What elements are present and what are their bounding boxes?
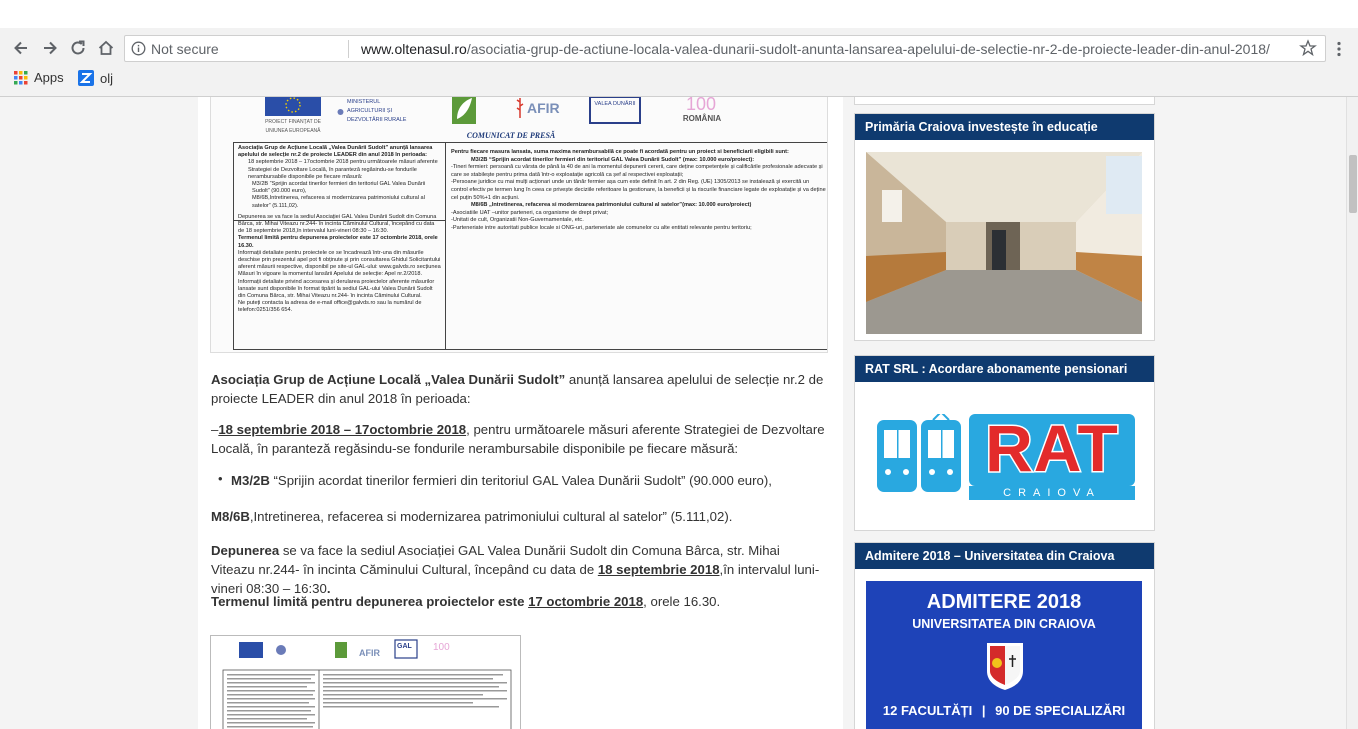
address-bar[interactable]: [124, 35, 1326, 62]
admitere-banner-title: ADMITERE 2018: [926, 591, 1082, 613]
rat-logo-sub: CRAIOVA: [969, 486, 1135, 500]
afir-logo: AFIR: [515, 97, 579, 120]
press-thumbnail-image: [211, 636, 521, 729]
reload-icon: [69, 39, 87, 57]
press-m32b: M3/2B “Sprijin acordat tinerilor fermieri din teritoriul GAL Valea Dunării Sudolt” (90.000 euro),: [252, 181, 426, 195]
centenar-icon: [682, 97, 722, 112]
tab-strip: [0, 0, 1358, 28]
z-favicon-icon: [78, 70, 94, 86]
press-divider: [234, 220, 446, 221]
bookmark-apps-label: Apps: [34, 70, 64, 85]
eu-logo: PROIECT FINANȚAT DE UNIUNEA EUROPEANĂ: [265, 97, 321, 136]
sidebar-previous-box: [854, 97, 1155, 105]
press-m86b: M8/6B,Intretinerea, refacerea si modernizarea patrimoniului cultural al satelor” (5.111,02).: [252, 195, 425, 209]
article-paragraph-2: –18 septembrie 2018 – 17octombrie 2018, pentru următoarele măsuri aferente Strategiei de Dezvoltare Locală, în paranteză regăsindu-se fondurile nerambursabile disponibile pe fiecare măsură:: [211, 422, 825, 456]
press-col2-head: Pentru fiecare masura lansata, suma maxima nerambursabilă ce poate fi acordată pentru un proiect si beneficiarii eligibili sunt:: [451, 149, 789, 155]
press-col2-line2: -Persoane juridice cu mai mulți acționari unde un tânăr fermier așa cum este definit în art. 2 din Reg. (UE) 1305/2013 se instalează și exercită un control efectiv pe termen lung în ceea ce privește deciziile referitoare la gestionare, la beneficii și la riscurile financiare legate de exploatație și va deține cel puțin 50%+1 din acțiuni.: [451, 179, 826, 201]
press-col2-line1: -Tineri fermieri: persoană cu vârsta de până la 40 de ani la momentul depunerii cererii, care deține competențele și calificările profesionale adecvate și care se stabilește pentru prima dată într-o exploatație agricolă ca șef al respectivei exploatații;: [451, 164, 823, 178]
home-button[interactable]: [93, 35, 119, 61]
press-col-left: [234, 143, 446, 349]
reload-button[interactable]: [65, 35, 91, 61]
admitere-banner-sub: UNIVERSITATEA DIN CRAIOVA: [912, 617, 1096, 631]
article-paragraph-1: Asociația Grup de Acțiune Locală „Valea Dunării Sudolt” anunță lansarea apelului de selecție nr.2 de proiecte LEADER din anul 2018 în perioada:: [211, 372, 824, 406]
browser-toolbar: [0, 33, 1358, 63]
romania-100-logo: 100 ROMÂNIA: [667, 97, 737, 123]
ministry-crest-icon: [337, 105, 344, 119]
gal-logo: VALEA DUNĂRII: [589, 97, 641, 124]
admitere-separator: |: [981, 703, 986, 718]
scrollbar-thumb[interactable]: [1349, 155, 1357, 213]
bookmark-apps[interactable]: [14, 70, 64, 85]
press-depunere: Depunerea se va face la sediul Asociației GAL Valea Dunării Sudolt din Comuna Bârca, str. Mihai Viteazu nr.244- în incinta Căminului Cultural, începând cu data de 18 septembrie 2018,în intervalul luni-vineri 08:30 – 16:30.: [238, 213, 437, 235]
press-release-thumbnail[interactable]: [210, 635, 521, 729]
svg-text:GAL: GAL: [397, 643, 412, 650]
bullet-dot: •: [218, 471, 223, 486]
svg-text:AFIR: AFIR: [359, 648, 380, 658]
rat-logo[interactable]: [875, 411, 1135, 500]
svg-text:100: 100: [433, 642, 450, 653]
press-contact: Ne puteți contacta la adresa de e-mail office@galvds.ro sau la numărul de telefon:0251/356 654.: [238, 300, 422, 314]
press-termen: Termenul limită pentru depunerea proiectelor este 17 octombrie 2018, orele 16.30.: [238, 235, 438, 249]
afir-wheat-icon: [515, 97, 525, 120]
press-col-right: [447, 143, 828, 349]
forward-button[interactable]: [37, 35, 63, 61]
url-text[interactable]: [361, 41, 1270, 57]
sidebar-box-primaria-title[interactable]: Primăria Craiova investește în educație: [855, 114, 1154, 140]
url-domain: www.oltenasul.ro: [361, 41, 467, 57]
admitere-facultati: 12 FACULTĂȚI: [882, 703, 973, 718]
press-col2-m86b: M8/6B „Intretinerea, refacerea si modernizarea patrimoniului cultural al satelor”(max: 10.000 euro/proiect): [471, 202, 752, 209]
press-info: Informații detaliate pentru proiectele ce se încadrează într-una din măsurile deschise prin prezentul apel pot fi obținute și prin consultarea Ghidul Solicitantului aferent măsurii respective, disponibil pe site-ul GAL-ului: www.galvds.ro secțiunea Măsuri în vigoare la momentul lansării Apelului de selecție: Apel nr.2/2018.: [238, 249, 441, 278]
sidebar-box-primaria: [854, 113, 1155, 341]
admitere-specializari: 90 DE SPECIALIZĂRI: [995, 703, 1126, 718]
rat-logo-text: RAT: [985, 411, 1119, 485]
svg-text:100: 100: [686, 97, 717, 112]
info-icon[interactable]: [131, 41, 146, 56]
home-icon: [97, 39, 115, 57]
bookmark-star-icon[interactable]: [1299, 39, 1317, 57]
url-path: /asociatia-grup-de-actiune-locala-valea-dunarii-sudolt-anunta-lansarea-apelului-de-selectie-nr-2-de-proiecte-leader-din-anul-2018/: [466, 41, 1270, 57]
admitere-banner[interactable]: [866, 581, 1142, 729]
omnibox-divider: [348, 40, 349, 58]
press-release-image[interactable]: [210, 97, 828, 353]
university-crest-icon: [985, 641, 1025, 691]
press-info2: Informații detaliate privind accesarea și derularea proiectelor aferente măsurilor lansate sunt disponibile în format tipărit la sediul GAL-ului Valea Dunării Sudolt din Comuna Bârca, str. Mihai Viteazu nr.244- în incinta Căminului Cultural.: [238, 278, 435, 300]
press-logos: [211, 97, 828, 134]
press-col2-line3: -Asociatiile UAT –unitor parteneri, ca organisme de drept privat;: [451, 209, 609, 216]
press-table: [233, 142, 828, 350]
bookmarks-bar: [0, 68, 1358, 90]
sidebar-box-admitere-title[interactable]: Admitere 2018 – Universitatea din Craiova: [855, 543, 1154, 569]
sidebar-box-rat-title[interactable]: RAT SRL : Acordare abonamente pensionari: [855, 356, 1154, 382]
bookmark-olj-label: olj: [100, 70, 114, 86]
article-paragraph-m86b: M8/6B,Intretinerea, refacerea si modernizarea patrimoniului cultural al satelor” (5.111,02).: [211, 509, 733, 524]
page-scrollbar[interactable]: [1346, 97, 1358, 729]
rat-letters-box: [969, 411, 1135, 486]
article-paragraph-depunere: Depunerea se va face la sediul Asociației GAL Valea Dunării Sudolt din Comuna Bârca, str. Mihai Viteazu nr.244- în incinta Căminului Cultural, începând cu data de 18 septembrie 2018,în intervalul luni-vineri 08:30 – 16:30.: [211, 543, 820, 596]
browser-chrome: [0, 0, 1358, 97]
security-label: Not secure: [151, 41, 219, 57]
eu-flag-icon: [265, 97, 321, 116]
forward-arrow-icon: [41, 39, 59, 57]
press-col2-m32b: M3/2B “Sprijin acordat tinerilor fermieri din teritoriul GAL Valea Dunării Sudolt” (max: 10.000 euro/proiect):: [471, 156, 755, 163]
back-arrow-icon: [12, 39, 30, 57]
bus-tram-icon: [875, 414, 963, 500]
article-paragraph-termen: Termenul limită pentru depunerea proiectelor este 17 octombrie 2018, orele 16.30.: [211, 594, 721, 609]
press-col2-line5: -Parteneriate intre autoritati publice locale si ONG-uri, parteneriate ale comunelor cu alte entitati relevante pentru teritoriu;: [451, 224, 752, 231]
menu-dots-icon[interactable]: [1336, 41, 1342, 57]
back-button[interactable]: [8, 35, 34, 61]
press-title: COMUNICAT DE PRESĂ: [466, 131, 556, 140]
sidebar-box-admitere: [854, 542, 1155, 729]
bookmark-olj[interactable]: [78, 70, 113, 86]
article-bullet-m32b: M3/2B “Sprijin acordat tinerilor fermieri din teritoriul GAL Valea Dunării Sudolt” (90.000 euro),: [231, 473, 772, 488]
leader-leaf-icon: [452, 97, 476, 124]
sidebar-box-rat: [854, 355, 1155, 531]
leader-logo: [451, 97, 477, 126]
ministry-logo: MINISTERUL AGRICULTURII ȘI DEZVOLTĂRII RURALE: [337, 97, 417, 125]
press-period: 18 septembrie 2018 – 17octombrie 2018 pentru următoarele măsuri aferente Strategiei de Dezvoltare Locală, în paranteză regăsindu-se fondurile nerambursabile disponibile pe fiecare măsură:: [248, 159, 438, 180]
admitere-banner-bottom: [866, 703, 1142, 718]
press-col2-line4: -Unitati de cult, Organizatii Non-Guvernamentale, etc.: [451, 217, 584, 224]
school-corridor-image[interactable]: [866, 152, 1142, 334]
page-viewport: [0, 97, 1346, 729]
press-intro: Asociația Grup de Acțiune Locală „Valea Dunării Sudolt” anunță lansarea apelului de selecție nr.2 de proiecte LEADER din anul 2018 în perioada:: [238, 145, 433, 159]
article-content: [198, 97, 843, 729]
apps-grid-icon: [14, 71, 28, 85]
